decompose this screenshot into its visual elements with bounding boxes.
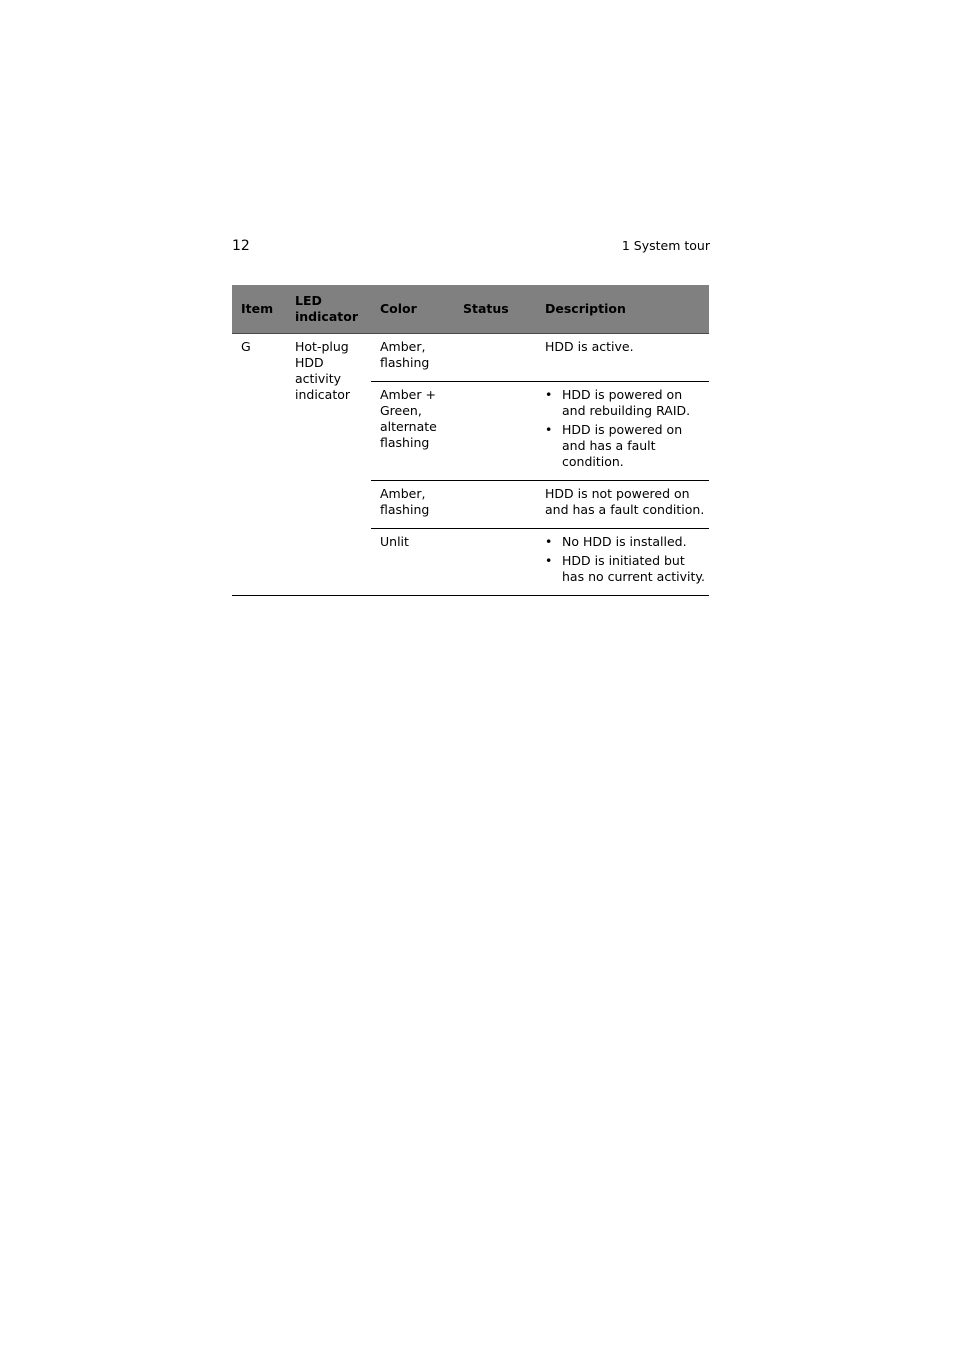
table-row (232, 334, 709, 382)
column-header-status: Status (454, 285, 536, 334)
bullet-icon: • (545, 553, 553, 568)
description-cell (536, 382, 709, 481)
bullet-text: No HDD is installed. (562, 534, 687, 549)
table-header-row (232, 285, 709, 334)
description-bullet-list (545, 534, 705, 585)
page-number: 12 (232, 238, 250, 254)
bullet-text: HDD is powered on and has a fault condition. (562, 422, 683, 469)
bullet-icon: • (545, 387, 553, 402)
column-header-description: Description (536, 285, 709, 334)
column-header-item: Item (232, 285, 286, 334)
description-cell (536, 529, 709, 596)
bullet-item (545, 422, 705, 470)
color-cell: Amber + Green, alternate flashing (371, 382, 454, 481)
status-cell (454, 481, 536, 529)
led-indicator-cell: Hot-plug HDD activity indicator (286, 334, 371, 596)
bullet-icon: • (545, 422, 553, 437)
led-indicator-table (232, 285, 709, 596)
bullet-item (545, 534, 705, 550)
description-bullet-list (545, 387, 705, 470)
color-cell: Amber, flashing (380, 339, 430, 370)
description-cell: HDD is not powered on and has a fault condition. (536, 481, 709, 529)
bullet-text: HDD is powered on and rebuilding RAID. (562, 387, 691, 418)
column-header-color: Color (371, 285, 454, 334)
bullet-item (545, 387, 705, 419)
status-cell (454, 334, 536, 382)
bullet-text: HDD is initiated but has no current activity. (562, 553, 705, 584)
status-cell (454, 382, 536, 481)
column-header-led-indicator: LED indicator (286, 285, 371, 334)
bullet-item (545, 553, 705, 585)
color-cell: Amber, flashing (371, 481, 454, 529)
chapter-title: 1 System tour (621, 238, 710, 253)
description-cell: HDD is active. (545, 339, 634, 354)
item-cell: G (232, 334, 286, 596)
status-cell (454, 529, 536, 596)
color-cell: Unlit (371, 529, 454, 596)
bullet-icon: • (545, 534, 553, 549)
